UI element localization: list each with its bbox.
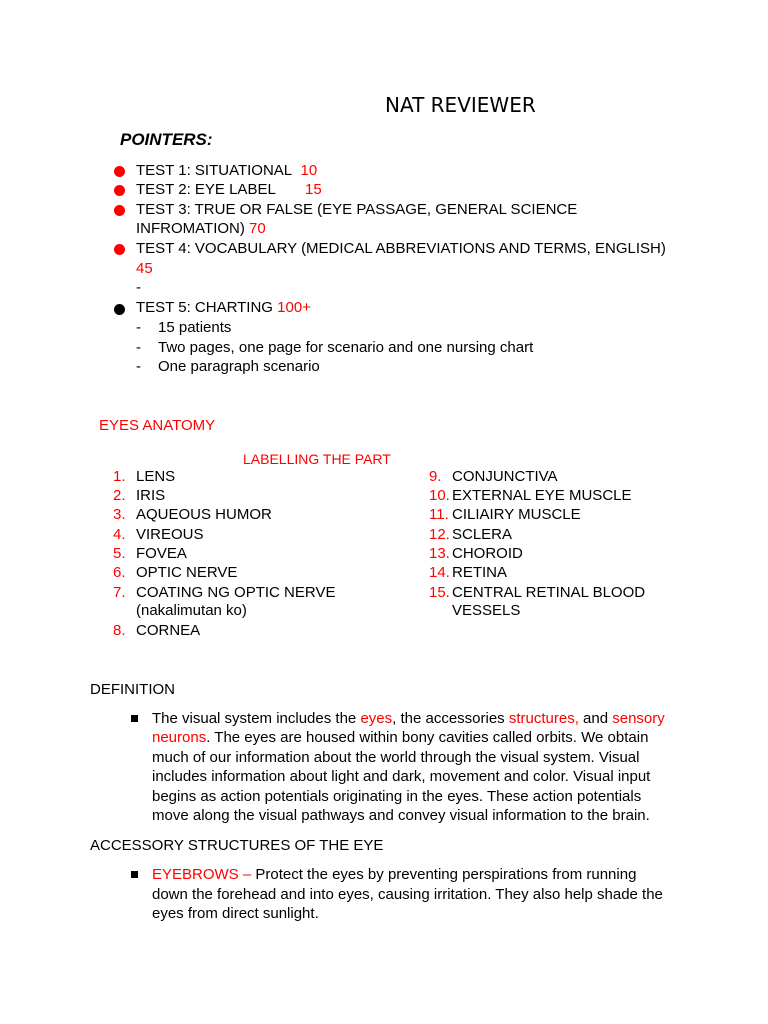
text-span: , the accessories <box>392 710 509 727</box>
accessory-line: down the forehead and into eyes, causing irritation. They also help shade the <box>152 886 663 903</box>
list-item: CHOROID <box>452 545 523 562</box>
page-title: NAT REVIEWER <box>385 93 536 117</box>
term-span: EYEBROWS – <box>152 866 252 883</box>
list-item: RETINA <box>452 564 508 581</box>
test-1-score: 10 <box>300 162 318 179</box>
list-item: SCLERA <box>452 526 513 543</box>
list-number: 11. <box>429 506 449 523</box>
test-4-dash: - <box>136 279 141 296</box>
dash-marker: - <box>136 319 141 336</box>
list-item: IRIS <box>136 487 166 504</box>
test-3-label-line1: TEST 3: TRUE OR FALSE (EYE PASSAGE, GENERAL SCIENCE <box>136 201 578 218</box>
test-3-score: 70 <box>249 220 266 237</box>
test-2-label: TEST 2: EYE LABEL <box>136 181 276 198</box>
text-span: The visual system includes the <box>152 710 361 727</box>
list-number: 5. <box>113 545 126 562</box>
list-number: 6. <box>113 564 126 581</box>
bullet-dot-icon <box>114 205 125 216</box>
definition-line: begins as action potentials originating in the eyes. These action potentials <box>152 788 642 805</box>
bullet-dot-icon <box>114 185 125 196</box>
list-item: OPTIC NERVE <box>136 564 238 581</box>
definition-line: much of our information about the world through the visual system. Visual <box>152 749 640 766</box>
list-item: COATING NG OPTIC NERVE <box>136 584 336 601</box>
test-5-subitem: 15 patients <box>158 319 232 336</box>
list-number: 8. <box>113 622 126 639</box>
test-4-label: TEST 4: VOCABULARY (MEDICAL ABBREVIATIONS AND TERMS, ENGLISH) <box>136 240 666 257</box>
definition-line: move along the visual pathways and convey visual information to the brain. <box>152 807 650 824</box>
list-number: 9. <box>429 468 442 485</box>
list-number: 4. <box>113 526 126 543</box>
anatomy-subheading: LABELLING THE PART <box>243 451 391 467</box>
list-item: LENS <box>136 468 176 485</box>
test-5-score: 100+ <box>277 299 311 316</box>
text-span: and <box>578 710 613 727</box>
list-item: CORNEA <box>136 622 201 639</box>
list-item: AQUEOUS HUMOR <box>136 506 272 523</box>
test-4-score: 45 <box>136 260 153 277</box>
accessory-heading: ACCESSORY STRUCTURES OF THE EYE <box>90 837 384 854</box>
list-number: 2. <box>113 487 126 504</box>
bullet-dot-icon <box>114 304 125 315</box>
list-item: FOVEA <box>136 545 187 562</box>
bullet-dot-icon <box>114 244 125 255</box>
anatomy-heading: EYES ANATOMY <box>99 417 216 434</box>
list-number: 13. <box>429 545 450 562</box>
list-item-continuation: VESSELS <box>452 602 521 619</box>
highlight-span: eyes <box>360 710 393 727</box>
bullet-dot-icon <box>114 166 125 177</box>
square-bullet-icon <box>131 871 138 878</box>
square-bullet-icon <box>131 715 138 722</box>
text-span: . The eyes are housed within bony cavities called orbits. We obtain <box>206 729 649 746</box>
list-number: 14. <box>429 564 450 581</box>
test-3-label-line2: INFROMATION) <box>136 220 245 237</box>
list-number: 15. <box>429 584 450 601</box>
test-5-subitem: One paragraph scenario <box>158 358 320 375</box>
list-item: VIREOUS <box>136 526 204 543</box>
text-span: Protect the eyes by preventing perspirations from running <box>251 866 637 883</box>
test-5-line <box>136 298 311 317</box>
highlight-span: sensory <box>612 710 665 727</box>
test-1-label: TEST 1: SITUATIONAL <box>136 162 293 179</box>
list-number: 7. <box>113 584 126 601</box>
dash-marker: - <box>136 339 141 356</box>
list-item: EXTERNAL EYE MUSCLE <box>452 487 632 504</box>
test-2-score: 15 <box>305 181 322 198</box>
definition-heading: DEFINITION <box>90 681 175 698</box>
dash-marker: - <box>136 358 141 375</box>
highlight-span: structures, <box>508 710 579 727</box>
accessory-line <box>152 865 636 884</box>
list-number: 3. <box>113 506 126 523</box>
definition-line <box>152 728 648 747</box>
highlight-span: neurons <box>152 729 207 746</box>
list-number: 12. <box>429 526 450 543</box>
test-1-line <box>136 161 317 180</box>
test-5-subitem: Two pages, one page for scenario and one nursing chart <box>158 339 534 356</box>
list-item: CENTRAL RETINAL BLOOD <box>452 584 646 601</box>
test-5-label: TEST 5: CHARTING <box>136 299 273 316</box>
list-number: 1. <box>113 468 126 485</box>
list-item-continuation: (nakalimutan ko) <box>136 602 247 619</box>
list-item: CILIAIRY MUSCLE <box>452 506 581 523</box>
test-3-line2 <box>136 219 266 238</box>
definition-line <box>152 709 665 728</box>
list-item: CONJUNCTIVA <box>452 468 558 485</box>
list-number: 10. <box>429 487 450 504</box>
pointers-heading: POINTERS: <box>120 130 213 149</box>
accessory-line: eyes from direct sunlight. <box>152 905 319 922</box>
definition-line: includes information about light and dark, movement and color. Visual input <box>152 768 651 785</box>
